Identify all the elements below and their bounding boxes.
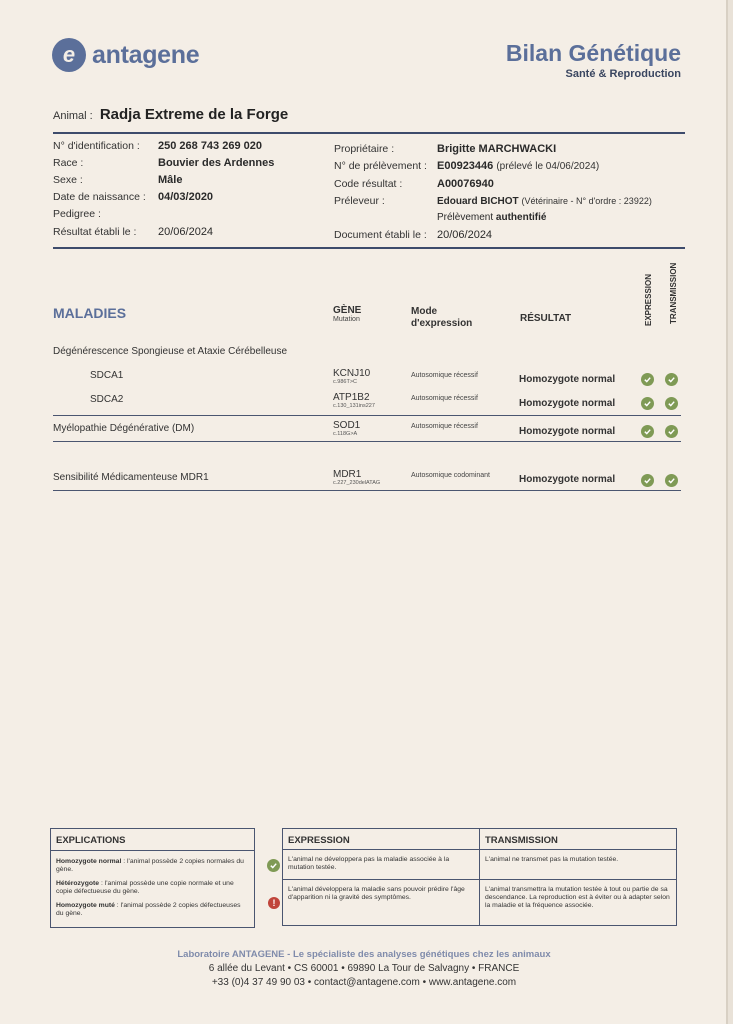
animal-label: Animal : [53, 110, 93, 122]
box-column-divider [479, 829, 480, 925]
row-divider [53, 441, 681, 442]
row-divider [53, 415, 681, 416]
term: Hétérozygote [56, 880, 100, 887]
transmission-ok-text: L'animal ne transmet pas la mutation testée. [485, 856, 619, 863]
expression-check-icon [641, 474, 654, 487]
document-title-block [506, 40, 681, 80]
col-mode-header: Mode d'expression [411, 306, 473, 329]
doc-date-value: 20/06/2024 [437, 229, 493, 241]
disease-group-label: Dégénérescence Spongieuse et Ataxie Cérébelleuse [53, 346, 288, 357]
footer-contact: +33 (0)4 37 49 90 03 • contact@antagene.com • www.antagene.com [211, 977, 517, 988]
expression-check-icon [641, 425, 654, 438]
expression-transmission-box [282, 828, 677, 926]
expression-mode: Autosomique récessif [411, 423, 478, 430]
code-value: A00076940 [437, 178, 494, 190]
gene-name: MDR1 [333, 469, 362, 480]
divider-top [53, 132, 685, 134]
auth-value: authentifié [495, 212, 547, 223]
disease-name: SDCA1 [90, 370, 124, 381]
disease-name: Sensibilité Médicamenteuse MDR1 [53, 472, 209, 483]
gene-name: ATP1B2 [333, 392, 370, 403]
box-row-divider [283, 879, 676, 880]
legend-check-icon [267, 859, 280, 872]
col-result-header: RÉSULTAT [520, 313, 572, 324]
mutation-code: c.227_230delATAG [333, 480, 381, 486]
transmission-title: TRANSMISSION [485, 835, 558, 846]
expression-mode: Autosomique récessif [411, 395, 478, 402]
expression-title: EXPRESSION [288, 835, 350, 846]
definition: : l'animal possède 2 copies normales du gène. [56, 858, 244, 873]
owner-value: Brigitte MARCHWACKI [437, 143, 557, 155]
row-divider [53, 490, 681, 491]
col-transmission-header: TRANSMISSION [669, 262, 678, 324]
definition: : l'animal possède une copie normale et une copie défectueuse du gène. [56, 880, 234, 895]
brand-name: antagene [92, 40, 200, 69]
gene-cell [333, 392, 375, 409]
term: Homozygote muté [56, 902, 115, 909]
authentication-line [437, 212, 546, 223]
expression-ok-text: L'animal ne développera pas la maladie associée à la mutation testée. [288, 856, 450, 871]
result-value: Homozygote normal [519, 426, 616, 437]
birth-label: Date de naissance : [53, 191, 146, 203]
id-value: 250 268 743 269 020 [158, 140, 262, 152]
result-date-label: Résultat établi le : [53, 226, 137, 238]
owner-label: Propriétaire : [334, 143, 395, 155]
gene-cell [333, 368, 370, 385]
expression-check-icon [641, 397, 654, 410]
explications-title: EXPLICATIONS [51, 829, 254, 851]
collector-note: (Vétérinaire - N° d'ordre : 23922) [521, 196, 652, 206]
disease-name: Myélopathie Dégénérative (DM) [53, 423, 195, 434]
diseases-title: MALADIES [53, 305, 127, 321]
result-value: Homozygote normal [519, 374, 616, 385]
result-value: Homozygote normal [519, 398, 616, 409]
definition: : l'animal possède 2 copies défectueuses du gène. [56, 902, 241, 917]
mutation-code: c.130_131ins227 [333, 403, 375, 409]
col-expression-header: EXPRESSION [644, 273, 653, 326]
mutation-code: c.118G>A [333, 431, 358, 437]
race-value: Bouvier des Ardennes [158, 157, 275, 169]
disease-name: SDCA2 [90, 394, 124, 405]
collector-name: Edouard BICHOT [437, 196, 519, 207]
col-gene-header [333, 305, 361, 323]
auth-prefix: Prélèvement [437, 212, 494, 223]
footer-tagline: Laboratoire ANTAGENE - Le spécialiste des analyses génétiques chez les animaux [177, 949, 551, 960]
expression-mode: Autosomique codominant [411, 472, 490, 479]
col-gene-label: GÈNE [333, 305, 362, 316]
gene-name: SOD1 [333, 420, 361, 431]
pedigree-label: Pedigree : [53, 208, 101, 220]
sexe-value: Mâle [158, 174, 183, 186]
divider-info [53, 247, 685, 249]
transmission-check-icon [665, 474, 678, 487]
gene-cell [333, 420, 360, 437]
gene-cell [333, 469, 380, 486]
expression-warn-text: L'animal développera la maladie sans pouvoir prédire l'âge d'apparition ni la gravité des symptômes. [288, 886, 465, 901]
result-value: Homozygote normal [519, 474, 616, 485]
animal-name: Radja Extreme de la Forge [99, 106, 289, 123]
term: Homozygote normal [56, 858, 122, 865]
sample-date-note: (prélevé le 04/06/2024) [496, 161, 600, 172]
collector-label: Préleveur : [334, 195, 385, 207]
explications-box [50, 828, 255, 928]
antagene-logo [52, 38, 199, 72]
expression-mode: Autosomique récessif [411, 372, 478, 379]
transmission-warn-text: L'animal transmettra la mutation testée à tout ou partie de sa descendance. La reproduction est à éviter ou à adapter selon la maladie et la fréquence associée. [485, 886, 670, 909]
gene-name: KCNJ10 [333, 368, 371, 379]
transmission-check-icon [665, 425, 678, 438]
race-label: Race : [53, 157, 84, 169]
document-subtitle: Santé & Reproduction [565, 68, 681, 80]
footer-address: 6 allée du Levant • CS 60001 • 69890 La Tour de Salvagny • FRANCE [208, 963, 520, 974]
expression-check-icon [641, 373, 654, 386]
sample-value [437, 160, 599, 172]
animal-name-line [53, 106, 288, 123]
transmission-check-icon [665, 373, 678, 386]
col-mutation-label: Mutation [333, 316, 360, 323]
birth-value: 04/03/2020 [158, 191, 214, 203]
sample-label: N° de prélèvement : [334, 160, 427, 172]
id-label: N° d'identification : [53, 140, 140, 152]
collector-value [437, 196, 652, 207]
mutation-code: c.986T>C [333, 379, 357, 385]
antagene-logo-icon: e [52, 38, 86, 72]
explication-homozygote-mute [51, 896, 254, 918]
document-title: Bilan Génétique [505, 40, 681, 66]
legend-warning-icon: ! [268, 897, 280, 909]
transmission-check-icon [665, 397, 678, 410]
sample-number: E00923446 [437, 160, 494, 172]
explication-homozygote-normal [51, 851, 254, 874]
doc-date-label: Document établi le : [334, 229, 427, 241]
sexe-label: Sexe : [53, 174, 83, 186]
code-label: Code résultat : [334, 178, 403, 190]
result-date-value: 20/06/2024 [158, 226, 214, 238]
explication-heterozygote [51, 874, 254, 896]
